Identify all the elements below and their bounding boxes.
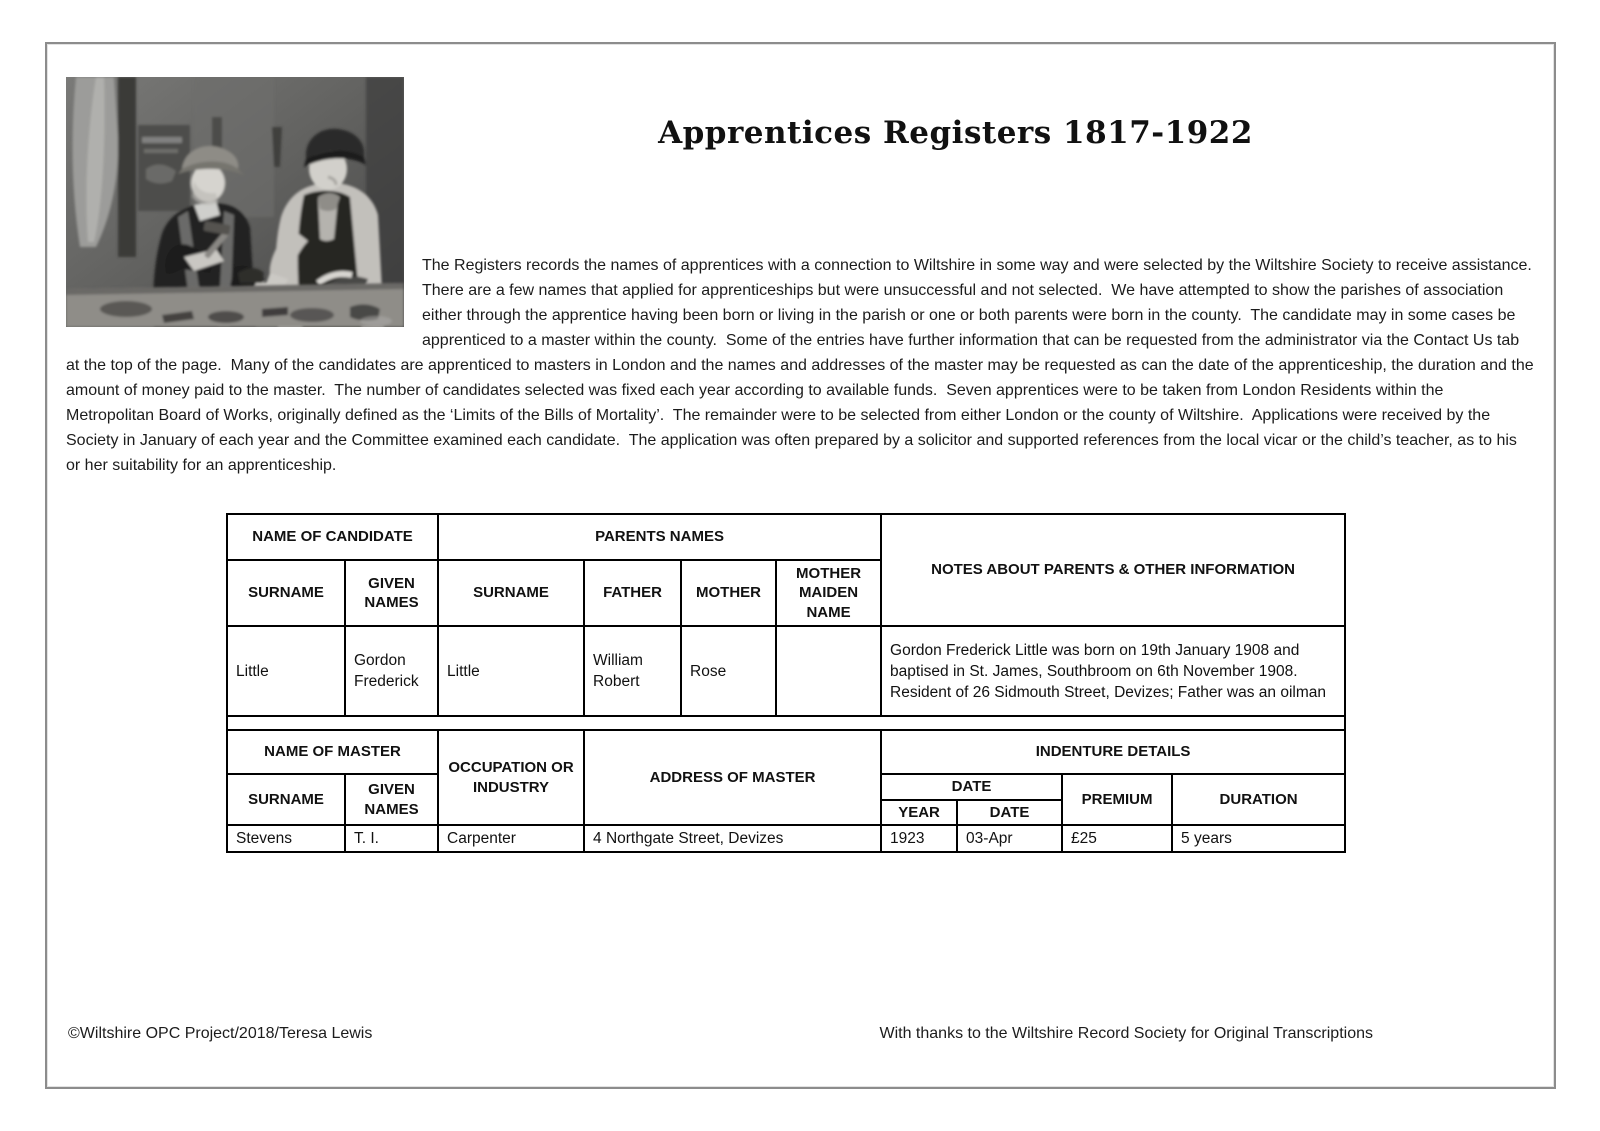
header-duration: DURATION <box>1172 774 1345 825</box>
candidate-surname-cell: Little <box>227 626 345 716</box>
father-cell: William Robert <box>584 626 681 716</box>
page-title: Apprentices Registers 1817-1922 <box>658 115 1253 151</box>
header-name-of-master: NAME OF MASTER <box>227 730 438 774</box>
header-occupation-or-industry: OCCUPATION OR INDUSTRY <box>438 730 584 825</box>
header-parent-surname: SURNAME <box>438 560 584 626</box>
intro-paragraph: The Registers records the names of apprentices with a connection to Wiltshire in some way and were selected by the Wiltshire Society to receive assistance. There are a few names that applied for apprenticeships but were unsuccessful and not selected. We have attempted to show the parishes of association either through the apprentice having been born or living in the parish or one or both parents were born in the county. The candidate may in some cases be apprenticed to a master within the county. Some of the entries have further information that can be requested from the administrator via the Contact Us tab at the top of the page. Many of the candidates are apprenticed to masters in London and the names and addresses of the master may be requested as can the date of the apprenticeship, the duration and the amount of money paid to the master. The number of candidates selected was fixed each year according to available funds. Seven apprentices were to be taken from London Residents within the Metropolitan Board of Works, originally defined as the ‘Limits of the Bills of Mortality’. The remainder were to be selected from either London or the county of Wiltshire. Applications were received by the Society in January of each year and the Committee examined each candidate. The application was often prepared by a solicitor and supported references from the local vicar or the child’s teacher, as to his or her suitability for an apprenticeship. <box>66 257 1541 474</box>
master-given-names-cell: T. I. <box>345 825 438 852</box>
year-cell: 1923 <box>881 825 957 852</box>
header-date: DATE <box>957 800 1062 825</box>
document-page <box>45 42 1556 1089</box>
master-surname-cell: Stevens <box>227 825 345 852</box>
register-tables <box>226 513 1534 853</box>
header-mother-maiden-name: MOTHER MAIDEN NAME <box>776 560 881 626</box>
copyright-text: ©Wiltshire OPC Project/2018/Teresa Lewis <box>68 1025 373 1042</box>
header-mother: MOTHER <box>681 560 776 626</box>
premium-cell: £25 <box>1062 825 1172 852</box>
notes-cell: Gordon Frederick Little was born on 19th January 1908 and baptised in St. James, Southbroom on 6th November 1908. Resident of 26 Sidmouth Street, Devizes; Father was an oilman <box>881 626 1345 716</box>
address-cell: 4 Northgate Street, Devizes <box>584 825 881 852</box>
acknowledgement-text: With thanks to the Wiltshire Record Society for Original Transcriptions <box>879 1025 1373 1042</box>
apprentice-register-table <box>226 513 1346 853</box>
header-date-group: DATE <box>881 774 1062 800</box>
header-candidate-given-names: GIVEN NAMES <box>345 560 438 626</box>
date-cell: 03-Apr <box>957 825 1062 852</box>
header-premium: PREMIUM <box>1062 774 1172 825</box>
mother-cell: Rose <box>681 626 776 716</box>
apprentice-workshop-photo <box>66 77 404 327</box>
header-indenture-details: INDENTURE DETAILS <box>881 730 1345 774</box>
page-footer <box>68 1025 1533 1043</box>
header-notes: NOTES ABOUT PARENTS & OTHER INFORMATION <box>881 514 1345 626</box>
header-name-of-candidate: NAME OF CANDIDATE <box>227 514 438 560</box>
header-address-of-master: ADDRESS OF MASTER <box>584 730 881 825</box>
header-master-surname: SURNAME <box>227 774 345 825</box>
occupation-cell: Carpenter <box>438 825 584 852</box>
header-father: FATHER <box>584 560 681 626</box>
table-spacer-row <box>227 716 1345 730</box>
parent-surname-cell: Little <box>438 626 584 716</box>
candidate-row <box>227 626 1345 716</box>
mother-maiden-name-cell <box>776 626 881 716</box>
master-row <box>227 825 1345 852</box>
header-master-given-names: GIVEN NAMES <box>345 774 438 825</box>
header-year: YEAR <box>881 800 957 825</box>
candidate-given-names-cell: Gordon Frederick <box>345 626 438 716</box>
header-candidate-surname: SURNAME <box>227 560 345 626</box>
duration-cell: 5 years <box>1172 825 1345 852</box>
header-parents-names: PARENTS NAMES <box>438 514 881 560</box>
